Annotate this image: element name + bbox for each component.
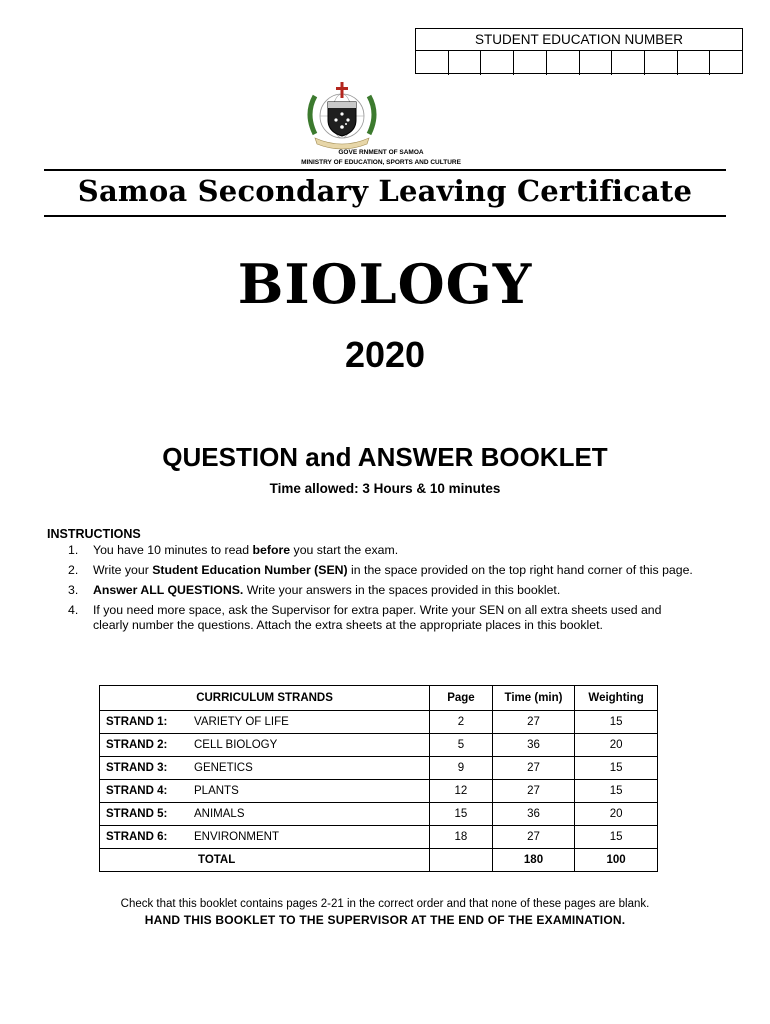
sen-digit-cell[interactable]	[547, 51, 580, 75]
table-row	[100, 780, 658, 803]
instructions-heading: INSTRUCTIONS	[47, 527, 141, 541]
sen-digit-cell[interactable]	[580, 51, 613, 75]
strand-cell	[100, 711, 430, 734]
instruction-text: Write your	[93, 563, 153, 577]
strand-cell	[100, 780, 430, 803]
instruction-item	[47, 543, 697, 558]
total-label: TOTAL	[100, 849, 430, 872]
time-allowed: Time allowed: 3 Hours & 10 minutes	[269, 481, 501, 496]
page-cell: 18	[430, 826, 493, 849]
weighting-cell: 20	[575, 734, 658, 757]
table-header-row	[100, 686, 658, 711]
time-cell: 27	[492, 757, 574, 780]
time-cell: 27	[492, 711, 574, 734]
sen-cells	[416, 51, 742, 75]
page-cell: 2	[430, 711, 493, 734]
total-weighting: 100	[575, 849, 658, 872]
strand-name: VARIETY OF LIFE	[194, 716, 289, 728]
strand-number: STRAND 3:	[106, 762, 168, 774]
instruction-number: 3.	[68, 583, 79, 597]
strand-number: STRAND 5:	[106, 808, 168, 820]
total-page	[430, 849, 493, 872]
instruction-number: 4.	[68, 603, 79, 617]
table-row	[100, 711, 658, 734]
instruction-emphasis: before	[252, 543, 291, 557]
strand-name: ANIMALS	[194, 808, 245, 820]
sen-digit-cell[interactable]	[645, 51, 678, 75]
page-cell: 9	[430, 757, 493, 780]
time-cell: 36	[492, 734, 574, 757]
strand-cell	[100, 734, 430, 757]
hand-in-note: HAND THIS BOOKLET TO THE SUPERVISOR AT THE END OF THE EXAMINATION.	[144, 913, 626, 927]
table-row	[100, 803, 658, 826]
sen-digit-cell[interactable]	[678, 51, 711, 75]
ministry-label: MINISTRY OF EDUCATION, SPORTS AND CULTURE	[301, 159, 461, 166]
page-cell: 15	[430, 803, 493, 826]
strand-cell	[100, 826, 430, 849]
sen-digit-cell[interactable]	[416, 51, 449, 75]
weighting-cell: 15	[575, 826, 658, 849]
strand-name: GENETICS	[194, 762, 253, 774]
total-time: 180	[492, 849, 574, 872]
strand-cell	[100, 803, 430, 826]
instructions-list	[47, 543, 697, 638]
time-cell: 27	[492, 780, 574, 803]
header-time: Time (min)	[492, 686, 574, 711]
header-page: Page	[430, 686, 493, 711]
sen-digit-cell[interactable]	[514, 51, 547, 75]
sen-box	[415, 28, 743, 74]
instruction-emphasis: Student Education Number (SEN)	[152, 563, 348, 577]
sen-digit-cell[interactable]	[710, 51, 742, 75]
instruction-number: 1.	[68, 543, 79, 557]
instruction-item	[47, 583, 697, 598]
booklet-title: QUESTION and ANSWER BOOKLET	[162, 442, 608, 472]
instruction-text: in the space provided on the top right hand corner of this page.	[347, 563, 693, 577]
government-label: GOVE RNMENT OF SAMOA	[338, 149, 424, 156]
sen-digit-cell[interactable]	[449, 51, 482, 75]
table-row	[100, 757, 658, 780]
instruction-item	[47, 603, 697, 633]
instruction-item	[47, 563, 697, 578]
weighting-cell: 15	[575, 757, 658, 780]
header-strands: CURRICULUM STRANDS	[100, 686, 430, 711]
total-row	[100, 849, 658, 872]
strand-number: STRAND 2:	[106, 739, 168, 751]
curriculum-strands-table	[99, 685, 658, 872]
sen-digit-cell[interactable]	[612, 51, 645, 75]
strand-cell	[100, 757, 430, 780]
strand-name: CELL BIOLOGY	[194, 739, 278, 751]
instruction-text: If you need more space, ask the Supervisor for extra paper. Write your SEN on all extra sheets used and clearly number the questions. Attach the extra sheets at the appropriate places in this booklet.	[93, 603, 662, 632]
samoa-coat-of-arms-icon	[297, 78, 387, 150]
instruction-text: Write your answers in the spaces provided in this booklet.	[243, 583, 561, 597]
strand-name: ENVIRONMENT	[194, 831, 279, 843]
instruction-emphasis: Answer ALL QUESTIONS.	[93, 583, 244, 597]
time-cell: 27	[492, 826, 574, 849]
check-note: Check that this booklet contains pages 2-21 in the correct order and that none of these pages are blank.	[120, 898, 650, 910]
exam-year: 2020	[344, 334, 426, 375]
table-row	[100, 826, 658, 849]
strand-number: STRAND 6:	[106, 831, 168, 843]
strand-number: STRAND 1:	[106, 716, 168, 728]
top-rule	[44, 169, 726, 171]
weighting-cell: 20	[575, 803, 658, 826]
page-cell: 12	[430, 780, 493, 803]
page-cell: 5	[430, 734, 493, 757]
table-row	[100, 734, 658, 757]
certificate-title: Samoa Secondary Leaving Certificate	[77, 174, 693, 208]
subject-title: BIOLOGY	[237, 252, 533, 316]
bottom-rule	[44, 215, 726, 217]
instruction-text: you start the exam.	[290, 543, 399, 557]
instruction-number: 2.	[68, 563, 79, 577]
header-weighting: Weighting	[575, 686, 658, 711]
sen-digit-cell[interactable]	[481, 51, 514, 75]
instruction-text: You have 10 minutes to read	[93, 543, 253, 557]
sen-label: STUDENT EDUCATION NUMBER	[416, 29, 742, 51]
weighting-cell: 15	[575, 780, 658, 803]
strand-name: PLANTS	[194, 785, 239, 797]
weighting-cell: 15	[575, 711, 658, 734]
strand-number: STRAND 4:	[106, 785, 168, 797]
time-cell: 36	[492, 803, 574, 826]
